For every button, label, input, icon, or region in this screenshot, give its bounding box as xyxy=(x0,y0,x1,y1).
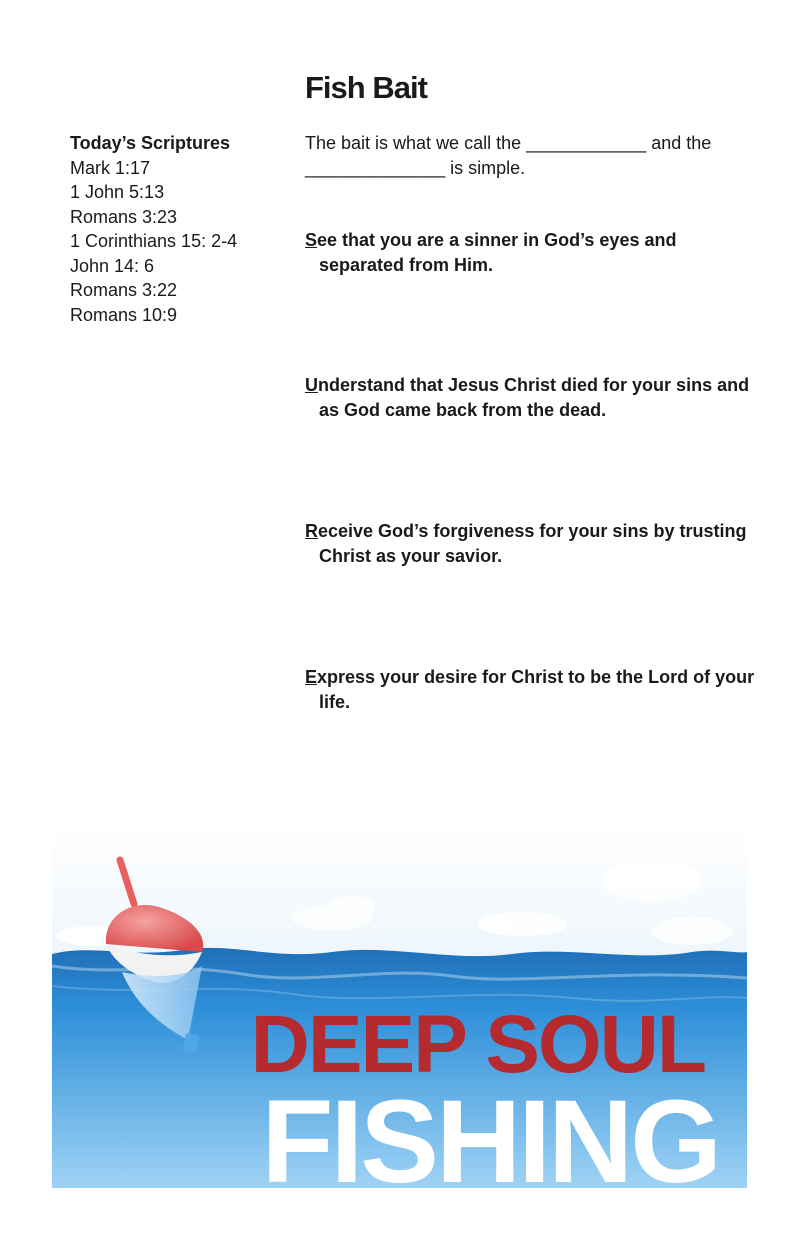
point-receive xyxy=(305,519,759,568)
point-initial: S xyxy=(305,230,318,250)
scripture-item: John 14: 6 xyxy=(70,255,155,276)
main-content xyxy=(305,131,755,712)
scriptures-heading: Today’s Scriptures xyxy=(70,133,231,153)
scripture-item: 1 Corinthians 15: 2-4 xyxy=(70,231,238,251)
point-text: nderstand that Jesus Christ died for your sins and as God came back from the dead. xyxy=(318,375,750,420)
intro-text xyxy=(305,131,745,180)
scripture-item: Romans 3:22 xyxy=(70,280,178,300)
banner-title-line-2: FISHING xyxy=(261,1076,719,1188)
scripture-item: Mark 1:17 xyxy=(70,157,151,178)
point-text: ee that you are a sinner in God’s eyes and separated from Him. xyxy=(317,230,677,275)
banner-title-line-1: DEEP SOUL xyxy=(250,999,705,1090)
point-initial: U xyxy=(305,375,318,395)
point-text: xpress your desire for Christ to be the Lord of your life. xyxy=(317,667,755,712)
point-text: eceive God’s forgiveness for your sins by trusting Christ as your savior. xyxy=(318,521,747,566)
deep-soul-fishing-banner xyxy=(52,826,747,1188)
scripture-item: Romans 10:9 xyxy=(70,304,178,325)
scripture-item: 1 John 5:13 xyxy=(70,182,165,202)
point-express xyxy=(305,665,759,714)
intro-line-1: The bait is what we call the ____________ and the xyxy=(305,133,712,153)
scripture-item: Romans 3:23 xyxy=(70,206,178,227)
intro-line-2: ______________ is simple. xyxy=(305,157,526,178)
scriptures-list xyxy=(70,131,290,327)
page-title: Fish Bait xyxy=(305,70,427,105)
point-see xyxy=(305,228,759,277)
point-initial: E xyxy=(305,667,318,687)
point-initial: R xyxy=(305,521,318,541)
point-understand xyxy=(305,373,759,422)
